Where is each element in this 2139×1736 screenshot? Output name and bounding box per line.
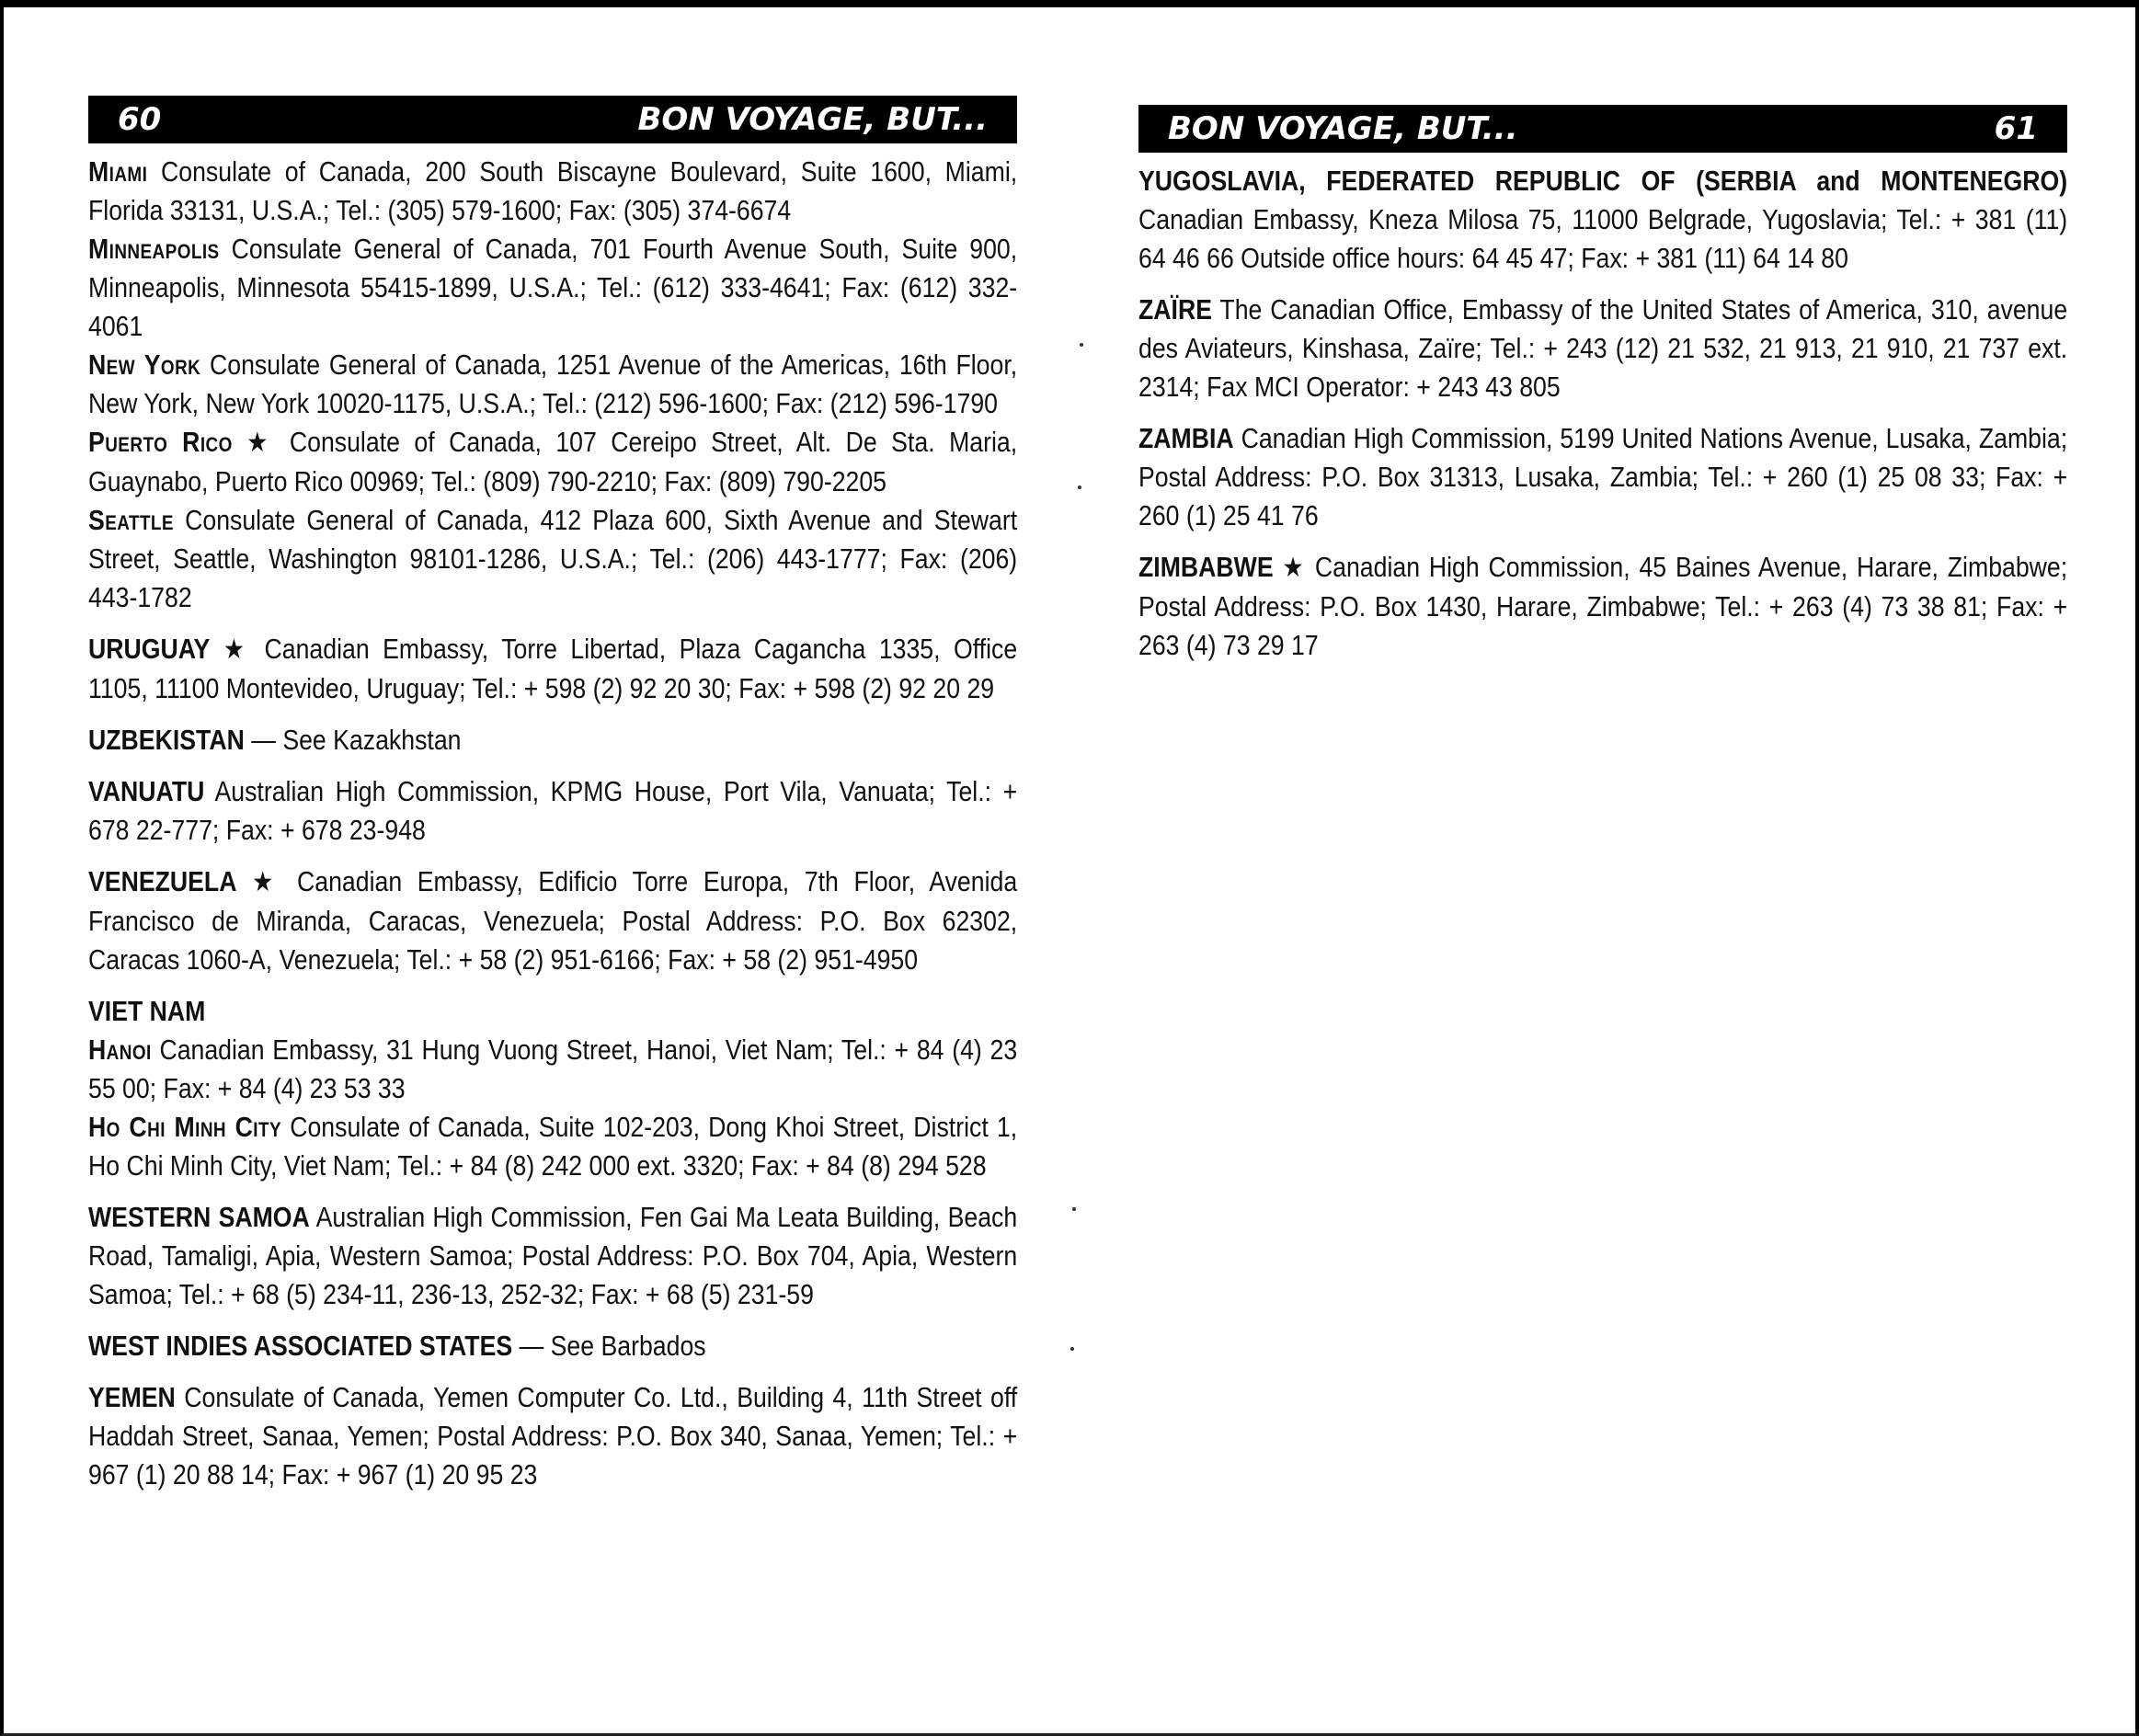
entry-seattle [88,501,1017,617]
entry-label: VENEZUELA [88,865,237,897]
scan-speck [1078,485,1081,489]
entry-label: New York [88,348,201,381]
entry-text: Consulate of Canada, 107 Cereipo Street, Alt. De Sta. Maria, Guaynabo, Puerto Rico 00969; Tel.: (809) 790-2210; Fax: (809) 790-2205 [88,426,1018,497]
entry-zimbabwe [1138,548,2067,665]
entry-text: Canadian High Commission, 5199 United Nations Avenue, Lusaka, Zambia; Postal Address: P.O. Box 31313, Lusaka, Zambia; Tel.: + 260 (1) 25 08 33; Fax: + 260 (1) 25 41 76 [1138,422,2068,531]
entry-text: Consulate General of Canada, 1251 Avenue of the Americas, 16th Floor, New York, New York 10020-1175, U.S.A.; Tel.: (212) 596-1600; Fax: (212) 596-1790 [88,348,1018,419]
entry-list [88,153,1017,1494]
entry-text: Consulate General of Canada, 412 Plaza 600, Sixth Avenue and Stewart Street, Seattle, Washington 98101-1286, U.S.A.; Tel.: (206) 443-1777; Fax: (206) 443-1782 [88,504,1018,613]
entry-label: Hanoi [88,1034,152,1066]
entry-minneapolis [88,230,1017,346]
entry-text: Australian High Commission, Fen Gai Ma Leata Building, Beach Road, Tamaligi, Apia, Western Samoa; Postal Address: P.O. Box 704, Apia, Western Samoa; Tel.: + 68 (5) 234-11, 236-13, 252-32; Fax: + 68 (5) 231-59 [88,1201,1018,1310]
entry-zambia [1138,419,2067,535]
scan-speck [1072,1207,1076,1211]
page-number: 60 [118,101,162,138]
star-icon: ★ [246,428,276,458]
entry-label: Miami [88,155,148,188]
entry-label: YUGOSLAVIA, FEDERATED REPUBLIC OF (SERBIA and MONTENEGRO) [1138,165,2068,197]
entry-uruguay [88,630,1017,708]
entry-text: — See Barbados [519,1330,706,1362]
entry-label: ZIMBABWE [1138,551,1274,583]
entry-hanoi [88,1031,1017,1108]
entry-uzbekistan [88,721,1017,760]
entry-label: ZAÏRE [1138,293,1212,326]
entry-list [1138,162,2067,665]
entry-western-samoa [88,1198,1017,1314]
entry-text: Consulate of Canada, Suite 102-203, Dong Khoi Street, District 1, Ho Chi Minh City, Viet Nam; Tel.: + 84 (8) 242 000 ext. 3320; Fax: + 84 (8) 294 528 [88,1111,1018,1182]
entry-zaire [1138,291,2067,406]
entry-text: Canadian Embassy, Edificio Torre Europa, 7th Floor, Avenida Francisco de Miranda, Caracas, Venezuela; Postal Address: P.O. Box 62302, Caracas 1060-A, Venezuela; Tel.: + 58 (2) 951-6166; Fax: + 58 (2) 951-4950 [88,865,1018,976]
entry-puerto-rico [88,423,1017,501]
star-icon: ★ [223,634,252,665]
entry-label: ZAMBIA [1138,422,1234,454]
entry-vanuatu [88,772,1017,850]
running-title: BON VOYAGE, BUT... [637,101,988,138]
entry-text: The Canadian Office, Embassy of the United States of America, 310, avenue des Aviateurs, Kinshasa, Zaïre; Tel.: + 243 (12) 21 532, 21 913, 21 910, 21 737 ext. 2314; Fax MCI Operator: + 243 43 805 [1138,293,2068,403]
entry-label: UZBEKISTAN [88,724,245,756]
entry-text: Canadian Embassy, Kneza Milosa 75, 11000 Belgrade, Yugoslavia; Tel.: + 381 (11) 64 46 66 Outside office hours: 64 45 47; Fax: + 381 (11) 64 14 80 [1138,203,2068,274]
page-number: 61 [1994,110,2038,147]
entry-label: YEMEN [88,1381,176,1413]
entry-miami [88,153,1017,230]
scan-speck [1070,1347,1074,1351]
right-page [1138,7,2067,1733]
entry-label: Puerto Rico [88,426,233,458]
entry-text: Consulate of Canada, Yemen Computer Co. Ltd., Building 4, 11th Street off Haddah Street, Sanaa, Yemen; Postal Address: P.O. Box 340, Sanaa, Yemen; Tel.: + 967 (1) 20 88 14; Fax: + 967 (1) 20 95 23 [88,1381,1018,1490]
entry-new-york [88,346,1017,423]
running-title: BON VOYAGE, BUT... [1168,110,1518,147]
star-icon: ★ [1282,553,1307,583]
entry-ho-chi-minh-city [88,1108,1017,1185]
entry-label: Ho Chi Minh City [88,1111,282,1143]
entry-label: Minneapolis [88,233,220,265]
entry-yugoslavia [1138,162,2067,278]
page-header [88,96,1017,143]
entry-label: VANUATU [88,775,205,807]
star-icon: ★ [252,867,282,897]
entry-text: Canadian Embassy, Torre Libertad, Plaza Cagancha 1335, Office 1105, 11100 Montevideo, Uruguay; Tel.: + 598 (2) 92 20 30; Fax: + 598 (2) 92 20 29 [88,633,1018,704]
entry-text: Canadian Embassy, 31 Hung Vuong Street, Hanoi, Viet Nam; Tel.: + 84 (4) 23 55 00; Fax: + 84 (4) 23 53 33 [88,1034,1018,1104]
entry-west-indies [88,1327,1017,1365]
entry-text: Consulate of Canada, 200 South Biscayne Boulevard, Suite 1600, Miami, Florida 33131, U.S.A.; Tel.: (305) 579-1600; Fax: (305) 374-6674 [88,155,1018,226]
entry-venezuela [88,862,1017,979]
page-header [1138,105,2067,153]
entry-label: WEST INDIES ASSOCIATED STATES [88,1330,513,1362]
left-page [88,7,1017,1733]
entry-label: Seattle [88,504,174,536]
entry-text: — See Kazakhstan [251,724,462,756]
entry-label: URUGUAY [88,633,211,665]
entry-viet-nam: VIET NAM [88,995,206,1027]
entry-text: Canadian High Commission, 45 Baines Avenue, Harare, Zimbabwe; Postal Address: P.O. Box 1430, Harare, Zimbabwe; Tel.: + 263 (4) 73 38 81; Fax: + 263 (4) 73 29 17 [1138,551,2068,661]
entry-yemen [88,1378,1017,1494]
entry-label: WESTERN SAMOA [88,1201,310,1233]
entry-text: Consulate General of Canada, 701 Fourth Avenue South, Suite 900, Minneapolis, Minnesota 55415-1899, U.S.A.; Tel.: (612) 333-4641; Fax: (612) 332-4061 [88,233,1018,342]
entry-text: Australian High Commission, KPMG House, Port Vila, Vanuata; Tel.: + 678 22-777; Fax: + 678 23-948 [88,775,1018,846]
scan-speck [1080,343,1083,347]
